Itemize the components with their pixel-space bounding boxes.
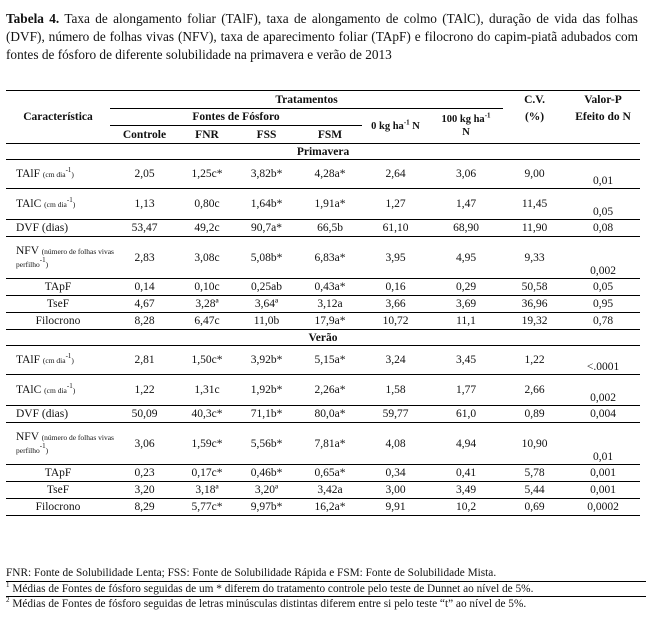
cell-valor-p: 0,01 — [566, 423, 640, 465]
header-controle: Controle — [110, 126, 179, 144]
cell-valor-p: 0,78 — [566, 313, 640, 330]
cell-cv: 36,96 — [503, 296, 566, 313]
table-row — [6, 160, 640, 189]
footnote-2-mark: 2 — [6, 596, 10, 605]
cell-fsm: 80,0a* — [298, 406, 362, 423]
header-valor-p — [566, 91, 640, 109]
table-row — [6, 375, 640, 406]
header-fnr: FNR — [179, 126, 235, 144]
cell-fsm: 6,83a* — [298, 237, 362, 279]
cell-cv: 10,90 — [503, 423, 566, 465]
table-row — [6, 465, 640, 482]
header-tratamentos: Tratamentos — [110, 91, 503, 109]
cell-0n: 4,08 — [362, 423, 429, 465]
section-row-verao — [6, 330, 640, 346]
cell-100n: 0,41 — [429, 465, 503, 482]
footnote-1-text: Médias de Fontes de fósforo seguidas de um * diferem do tratamento controle pelo teste de Dunnet ao nível de 5%. — [9, 582, 534, 595]
footnote-abbreviations: FNR: Fonte de Solubilidade Lenta; FSS: Fonte de Solubilidade Rápida e FSM: Fonte de Solubilidade Mista. — [6, 567, 497, 579]
cell-100n: 3,06 — [429, 160, 503, 189]
row-label-dvf: DVF (dias) — [6, 406, 110, 423]
cell-0n: 3,00 — [362, 482, 429, 499]
cell-controle: 1,13 — [110, 189, 179, 220]
cell-100n: 68,90 — [429, 220, 503, 237]
cell-0n: 9,91 — [362, 499, 429, 516]
cell-fsm: 17,9a* — [298, 313, 362, 330]
row-label-tapf: TApF — [6, 279, 110, 296]
cell-fss: 90,7a* — [235, 220, 298, 237]
cell-fsm: 5,15a* — [298, 346, 362, 375]
cell-100n: 1,77 — [429, 375, 503, 406]
cell-0n: 1,58 — [362, 375, 429, 406]
header-100n — [429, 109, 503, 144]
cell-fss: 5,08b* — [235, 237, 298, 279]
cell-controle: 50,09 — [110, 406, 179, 423]
cell-valor-p: 0,0002 — [566, 499, 640, 516]
cell-fnr: 1,25c* — [179, 160, 235, 189]
cell-controle: 3,06 — [110, 423, 179, 465]
cell-100n: 4,95 — [429, 237, 503, 279]
cell-cv: 11,45 — [503, 189, 566, 220]
cell-cv: 0,69 — [503, 499, 566, 516]
section-row-primavera — [6, 144, 640, 160]
cell-fss: 0,25ab — [235, 279, 298, 296]
cell-fnr: 3,08c — [179, 237, 235, 279]
row-label-talf: TAlF (cm dia$^{-1}$) — [6, 160, 110, 189]
row-label-nfv: NFV (número de folhas vivas perfilho$^{-1}$) — [6, 423, 110, 465]
cell-100n: 11,1 — [429, 313, 503, 330]
cell-fnr: 3,18ª — [179, 482, 235, 499]
table-row — [6, 237, 640, 279]
cell-fss: 11,0b — [235, 313, 298, 330]
header-0n-text: 0 kg ha — [371, 120, 404, 132]
cell-cv: 19,32 — [503, 313, 566, 330]
footnote-1 — [6, 581, 646, 597]
header-fsm: FSM — [298, 126, 362, 144]
table-row — [6, 346, 640, 375]
cell-valor-p: 0,05 — [566, 279, 640, 296]
cell-valor-p: 0,004 — [566, 406, 640, 423]
header-fontes: Fontes de Fósforo — [110, 109, 362, 126]
table-row — [6, 423, 640, 465]
cell-cv: 2,66 — [503, 375, 566, 406]
caption-text: Taxa de alongamento foliar (TAlF), taxa de alongamento de colmo (TAlC), duração de vida das folhas (DVF), número de folhas vivas (NFV), taxa de aparecimento foliar (TApF) e filocrono do capim-piatã adubados com fontes de fósforo de diferente solubilidade na primavera e verão de 2013 — [6, 11, 638, 62]
row-label-filocrono: Filocrono — [6, 499, 110, 516]
cell-cv: 9,00 — [503, 160, 566, 189]
header-cv-unit: (%) — [524, 111, 545, 123]
cell-fnr: 0,10c — [179, 279, 235, 296]
cell-0n: 0,16 — [362, 279, 429, 296]
table-row — [6, 482, 640, 499]
cell-100n: 0,29 — [429, 279, 503, 296]
header-efeito: Efeito do N — [575, 111, 631, 123]
cell-fnr: 5,77c* — [179, 499, 235, 516]
cell-0n: 10,72 — [362, 313, 429, 330]
cell-cv: 5,44 — [503, 482, 566, 499]
cell-fnr: 0,80c — [179, 189, 235, 220]
cell-controle: 8,28 — [110, 313, 179, 330]
table-caption — [6, 10, 638, 64]
cell-fss: 3,92b* — [235, 346, 298, 375]
cell-valor-p: 0,95 — [566, 296, 640, 313]
cell-fnr: 40,3c* — [179, 406, 235, 423]
cell-fsm: 3,12a — [298, 296, 362, 313]
cell-fss: 5,56b* — [235, 423, 298, 465]
row-label-talf: TAlF (cm dia$^{-1}$) — [6, 346, 110, 375]
cell-fss: 1,92b* — [235, 375, 298, 406]
footnote-1-mark: 1 — [6, 580, 10, 589]
cell-0n: 1,27 — [362, 189, 429, 220]
footnote-2-text: Médias de Fontes de fósforo seguidas de letras minúsculas distintas diferem entre si pelo teste “t” ao nível de 5%. — [9, 598, 527, 610]
cell-fnr: 6,47c — [179, 313, 235, 330]
table-row — [6, 499, 640, 516]
cell-fnr: 0,17c* — [179, 465, 235, 482]
cell-fss: 0,46b* — [235, 465, 298, 482]
section-verao: Verão — [6, 330, 640, 346]
cell-valor-p: 0,05 — [566, 189, 640, 220]
cell-valor-p: 0,002 — [566, 237, 640, 279]
footnote-2 — [6, 596, 646, 612]
cell-0n: 3,24 — [362, 346, 429, 375]
table-row — [6, 279, 640, 296]
cell-fsm: 0,43a* — [298, 279, 362, 296]
cell-fss: 3,20ª — [235, 482, 298, 499]
results-table — [6, 90, 640, 516]
cell-0n: 0,34 — [362, 465, 429, 482]
cell-fss: 3,64ª — [235, 296, 298, 313]
cell-100n: 4,94 — [429, 423, 503, 465]
cell-valor-p: 0,002 — [566, 375, 640, 406]
cell-100n: 3,69 — [429, 296, 503, 313]
cell-controle: 1,22 — [110, 375, 179, 406]
cell-cv: 50,58 — [503, 279, 566, 296]
cell-0n: 61,10 — [362, 220, 429, 237]
cell-valor-p: <.0001 — [566, 346, 640, 375]
cell-0n: 2,64 — [362, 160, 429, 189]
cell-fnr: 1,59c* — [179, 423, 235, 465]
cell-fss: 71,1b* — [235, 406, 298, 423]
cell-fss: 9,97b* — [235, 499, 298, 516]
cell-controle: 2,83 — [110, 237, 179, 279]
cell-cv: 11,90 — [503, 220, 566, 237]
table-row — [6, 406, 640, 423]
cell-controle: 3,20 — [110, 482, 179, 499]
cell-controle: 2,05 — [110, 160, 179, 189]
cell-0n: 3,95 — [362, 237, 429, 279]
cell-100n: 61,0 — [429, 406, 503, 423]
row-label-tsef: TseF — [6, 296, 110, 313]
cell-fss: 3,82b* — [235, 160, 298, 189]
caption-label: Tabela 4. — [6, 11, 60, 26]
row-label-nfv: NFV (número de folhas vivas perfilho$^{-1}$) — [6, 237, 110, 279]
header-0n-sup: -1 — [403, 118, 410, 126]
cell-cv: 9,33 — [503, 237, 566, 279]
cell-controle: 2,81 — [110, 346, 179, 375]
cell-0n: 59,77 — [362, 406, 429, 423]
table-footnotes — [6, 566, 646, 612]
row-label-tapf: TApF — [6, 465, 110, 482]
cell-valor-p: 0,001 — [566, 465, 640, 482]
header-100n-tail: N — [462, 127, 470, 138]
header-caracteristica: Característica — [6, 91, 110, 144]
cell-fsm: 0,65a* — [298, 465, 362, 482]
cell-0n: 3,66 — [362, 296, 429, 313]
cell-100n: 1,47 — [429, 189, 503, 220]
cell-controle: 8,29 — [110, 499, 179, 516]
cell-controle: 0,23 — [110, 465, 179, 482]
cell-fsm: 7,81a* — [298, 423, 362, 465]
cell-valor-p: 0,01 — [566, 160, 640, 189]
table-row — [6, 296, 640, 313]
header-0n-tail: N — [409, 120, 420, 132]
header-row-1 — [6, 91, 640, 109]
cell-controle: 53,47 — [110, 220, 179, 237]
table-row — [6, 220, 640, 237]
cell-fnr: 3,28ª — [179, 296, 235, 313]
row-label-tsef: TseF — [6, 482, 110, 499]
row-label-dvf: DVF (dias) — [6, 220, 110, 237]
cell-100n: 10,2 — [429, 499, 503, 516]
cell-100n: 3,49 — [429, 482, 503, 499]
cell-fsm: 4,28a* — [298, 160, 362, 189]
cell-cv: 0,89 — [503, 406, 566, 423]
cell-fsm: 1,91a* — [298, 189, 362, 220]
cell-fsm: 16,2a* — [298, 499, 362, 516]
header-fss: FSS — [235, 126, 298, 144]
cell-cv: 5,78 — [503, 465, 566, 482]
header-100n-text: 100 kg ha — [441, 114, 485, 125]
cell-fsm: 2,26a* — [298, 375, 362, 406]
header-0n — [362, 109, 429, 144]
cell-valor-p: 0,001 — [566, 482, 640, 499]
cell-valor-p: 0,08 — [566, 220, 640, 237]
header-100n-sup: -1 — [484, 111, 491, 120]
cell-cv: 1,22 — [503, 346, 566, 375]
table-row — [6, 313, 640, 330]
header-cv: C.V. — [503, 91, 566, 109]
row-label-talc: TAlC (cm dia$^{-1}$) — [6, 375, 110, 406]
cell-fnr: 1,31c — [179, 375, 235, 406]
section-primavera: Primavera — [6, 144, 640, 160]
cell-fnr: 49,2c — [179, 220, 235, 237]
cell-fsm: 66,5b — [298, 220, 362, 237]
row-label-filocrono: Filocrono — [6, 313, 110, 330]
cell-fss: 1,64b* — [235, 189, 298, 220]
cell-100n: 3,45 — [429, 346, 503, 375]
row-label-talc: TAlC (cm dia$^{-1}$) — [6, 189, 110, 220]
cell-fnr: 1,50c* — [179, 346, 235, 375]
cell-controle: 4,67 — [110, 296, 179, 313]
table-row — [6, 189, 640, 220]
valor-p-text: Valor-P — [584, 93, 622, 106]
cell-controle: 0,14 — [110, 279, 179, 296]
cell-fsm: 3,42a — [298, 482, 362, 499]
